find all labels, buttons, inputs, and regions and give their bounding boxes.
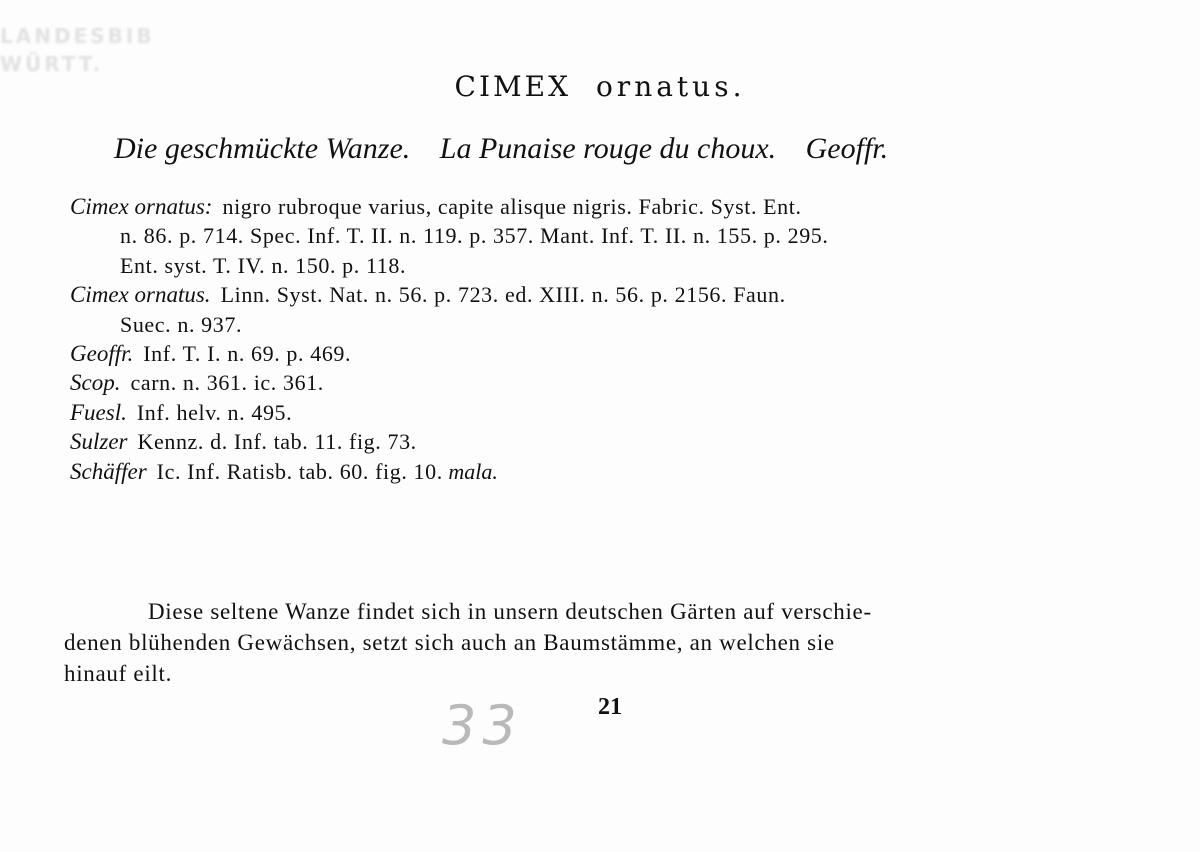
reference-entry — [70, 339, 1110, 368]
synonymy-list — [70, 192, 1110, 486]
reference-text: carn. n. 361. ic. 361. — [130, 370, 324, 396]
paragraph-line: denen blühenden Gewächsen, setzt sich auch an Baumstämme, an welchen sie — [64, 630, 835, 655]
reference-text: Inf. helv. n. 495. — [136, 399, 293, 425]
title-species: ornatus. — [595, 70, 746, 103]
reference-text: Ent. syst. T. IV. n. 150. p. 118. — [120, 252, 407, 278]
common-names — [114, 132, 1094, 166]
reference-entry — [70, 398, 1110, 427]
reference-author: Sulzer — [70, 429, 128, 455]
reference-author: Cimex ornatus. — [70, 282, 211, 308]
reference-entry — [70, 280, 1110, 339]
reference-author: Geoffr. — [70, 341, 134, 367]
reference-remark: mala. — [448, 458, 498, 484]
reference-author: Scop. — [70, 370, 121, 396]
reference-text: Suec. n. 937. — [120, 311, 243, 337]
reference-text: n. 86. p. 714. Spec. Inf. T. II. n. 119. p. 357. Mant. Inf. T. II. n. 155. p. 295. — [120, 223, 829, 249]
french-name: La Punaise rouge du choux. — [439, 132, 777, 165]
stamp-line: LANDESBIB — [0, 24, 155, 48]
paragraph-line: Diese seltene Wanze findet sich in unsern deutschen Gärten auf verschie- — [148, 599, 872, 624]
page-title — [0, 70, 1200, 103]
reference-entry — [70, 192, 1110, 280]
reference-author: Schäffer — [70, 458, 147, 484]
reference-author: Cimex ornatus: — [70, 194, 213, 219]
reference-text: Linn. Syst. Nat. n. 56. p. 723. ed. XIII. n. 56. p. 2156. Faun. — [220, 282, 786, 308]
paragraph-line: hinauf eilt. — [64, 661, 173, 686]
description-paragraph — [64, 596, 1109, 689]
reference-author: Fuesl. — [70, 399, 127, 425]
stamp-line: WÜRTT. — [0, 52, 104, 76]
title-genus: CIMEX — [454, 70, 572, 103]
reference-text: nigro rubroque varius, capite alisque nigris. Fabric. Syst. Ent. — [222, 194, 802, 219]
handwritten-number: 33 — [442, 694, 523, 757]
german-name: Die geschmückte Wanze. — [114, 132, 411, 165]
page-number: 21 — [598, 694, 622, 720]
reference-text: Kennz. d. Inf. tab. 11. fig. 73. — [137, 429, 417, 455]
reference-text: Inf. T. I. n. 69. p. 469. — [143, 341, 352, 367]
reference-entry — [70, 427, 1110, 456]
french-name-author: Geoffr. — [805, 132, 889, 165]
reference-text: Ic. Inf. Ratisb. tab. 60. fig. 10. — [156, 458, 443, 484]
reference-entry — [70, 457, 1110, 486]
reference-entry — [70, 368, 1110, 397]
